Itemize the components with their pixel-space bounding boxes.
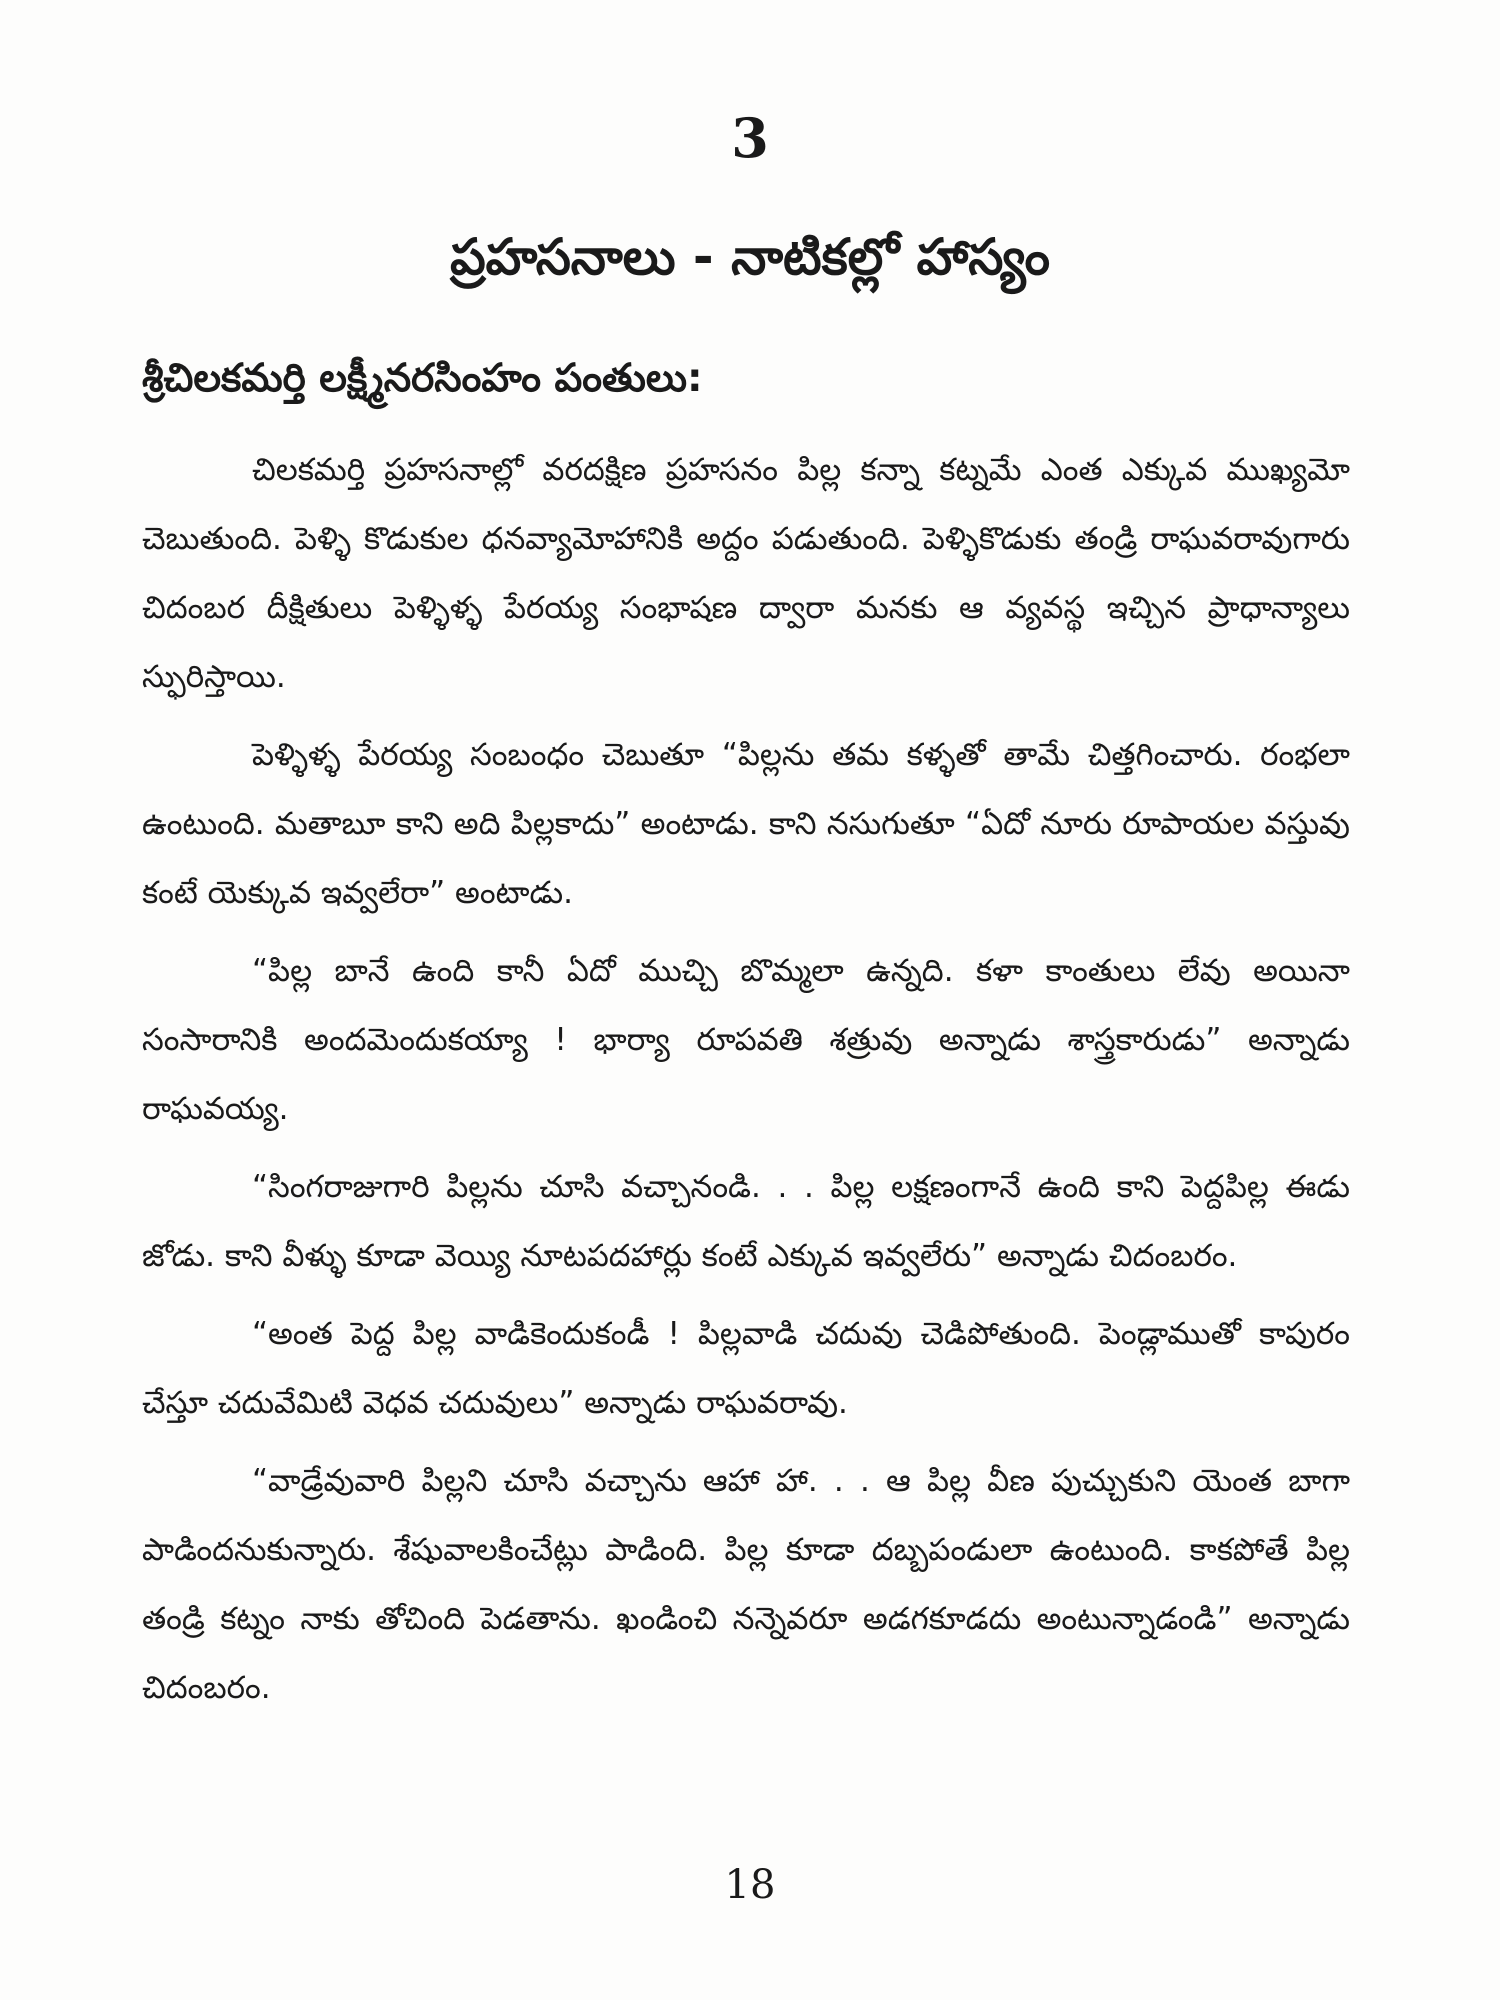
paragraph-6: “వాడ్రేవువారి పిల్లని చూసి వచ్చాను ఆహా హా. . . ఆ పిల్ల వీణ పుచ్చుకుని యెంత బాగా పాడిందనుకున్నారు. శేషువాలకించేట్లు పాడింది. పిల్ల కూడా దబ్బపండులా ఉంటుంది. కాకపోతే పిల్ల తండ్రి కట్నం నాకు తోచింది పెడతాను. ఖండించి నన్నెవరూ అడగకూడదు అంటున్నాడండి” అన్నాడు చిదంబరం. <box>142 1463 1350 1706</box>
paragraph-4: “సింగరాజుగారి పిల్లను చూసి వచ్చానండి. . . పిల్ల లక్షణంగానే ఉంది కాని పెద్దపిల్ల ఈడు జోడు. కాని వీళ్ళు కూడా వెయ్యి నూటపదహార్లు కంటే ఎక్కువ ఇవ్వలేరు” అన్నాడు చిదంబరం. <box>142 1169 1350 1274</box>
paragraph-5: “అంత పెద్ద పిల్ల వాడికెందుకండీ ! పిల్లవాడి చదువు చెడిపోతుంది. పెండ్లాముతో కాపురం చేస్తూ చదువేమిటి వెధవ చదువులు” అన్నాడు రాఘవరావు. <box>142 1316 1350 1421</box>
chapter-title: ప్రహసనాలు - నాటికల్లో హాస్యం <box>450 228 1050 286</box>
paragraph-2: పెళ్ళిళ్ళ పేరయ్య సంబంధం చెబుతూ “పిల్లను తమ కళ్ళతో తామే చిత్తగించారు. రంభలా ఉంటుంది. మతాబూ కాని అది పిల్లకాదు” అంటాడు. కాని నసుగుతూ “ఏదో నూరు రూపాయల వస్తువు కంటే యెక్కువ ఇవ్వలేరా” అంటాడు. <box>142 737 1350 911</box>
paragraph-1: చిలకమర్తి ప్రహసనాల్లో వరదక్షిణ ప్రహసనం పిల్ల కన్నా కట్నమే ఎంత ఎక్కువ ముఖ్యమో చెబుతుంది. పెళ్ళి కొడుకుల ధనవ్యామోహానికి అద్దం పడుతుంది. పెళ్ళికొడుకు తండ్రి రాఘవరావుగారు చిదంబర దీక్షితులు పెళ్ళిళ్ళ పేరయ్య సంభాషణ ద్వారా మనకు ఆ వ్యవస్థ ఇచ్చిన ప్రాధాన్యాలు స్ఫురిస్తాయి. <box>142 452 1350 695</box>
section-heading: శ్రీచిలకమర్తి లక్ష్మీనరసింహం పంతులు: <box>142 356 703 401</box>
paragraph-3: “పిల్ల బానే ఉంది కానీ ఏదో ముచ్చి బొమ్మలా ఉన్నది. కళా కాంతులు లేవు అయినా సంసారానికి అందమెందుకయ్యా ! భార్యా రూపవతి శత్రువు అన్నాడు శాస్త్రకారుడు” అన్నాడు రాఘవయ్య. <box>142 953 1350 1127</box>
page-number: 18 <box>724 1862 776 1908</box>
chapter-number: 3 <box>731 106 769 170</box>
body-text <box>142 436 1350 1806</box>
